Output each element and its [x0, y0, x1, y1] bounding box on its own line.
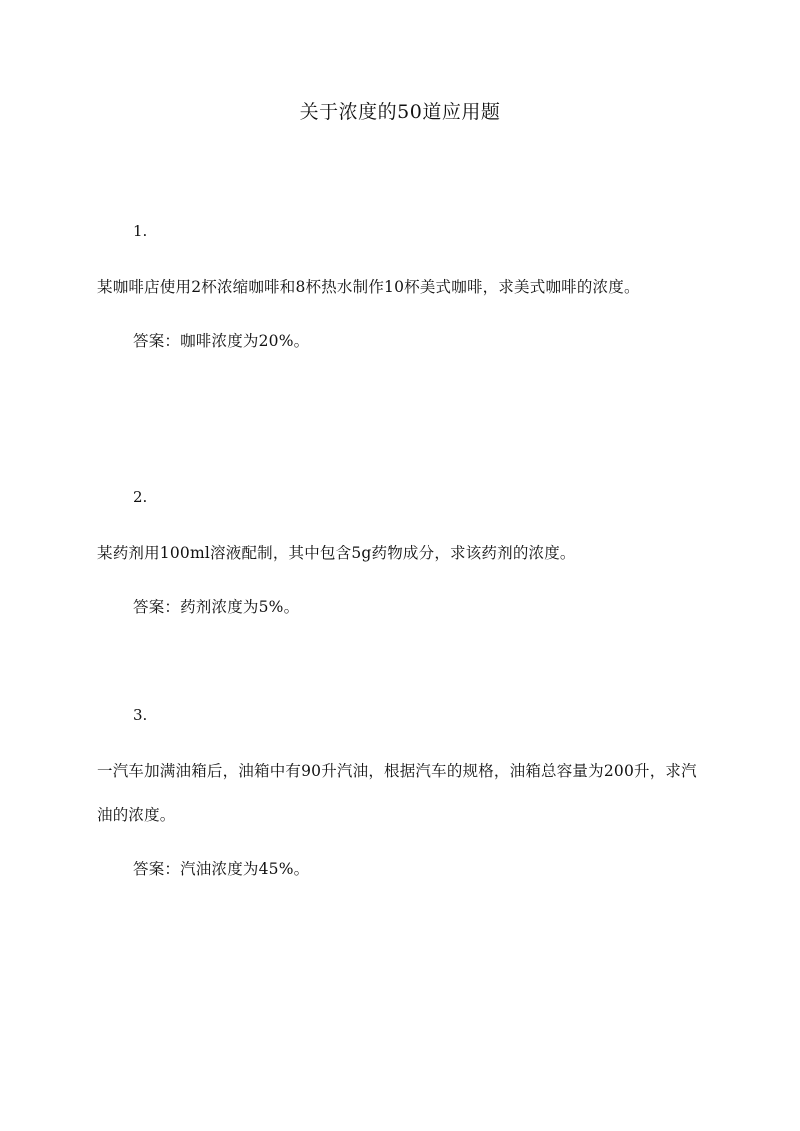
problem-answer: 答案：药剂浓度为5%。: [133, 598, 300, 616]
document-title: 关于浓度的50道应用题: [299, 101, 501, 123]
problem-number: 2.: [133, 488, 148, 506]
problem-item: [97, 705, 709, 881]
problem-question: 一汽车加满油箱后，油箱中有90升汽油，根据汽车的规格，油箱总容量为200升，求汽油的浓度。: [97, 762, 697, 824]
problem-item: [97, 221, 709, 353]
problem-answer: 答案：汽油浓度为45%。: [133, 860, 310, 878]
problem-answer: 答案：咖啡浓度为20%。: [133, 332, 310, 350]
problem-question: 某药剂用100ml溶液配制，其中包含5g药物成分，求该药剂的浓度。: [97, 544, 576, 562]
problem-number: 1.: [133, 222, 148, 240]
problem-number: 3.: [133, 706, 148, 724]
problem-question: 某咖啡店使用2杯浓缩咖啡和8杯热水制作10杯美式咖啡，求美式咖啡的浓度。: [97, 278, 640, 296]
problem-item: [97, 487, 709, 619]
